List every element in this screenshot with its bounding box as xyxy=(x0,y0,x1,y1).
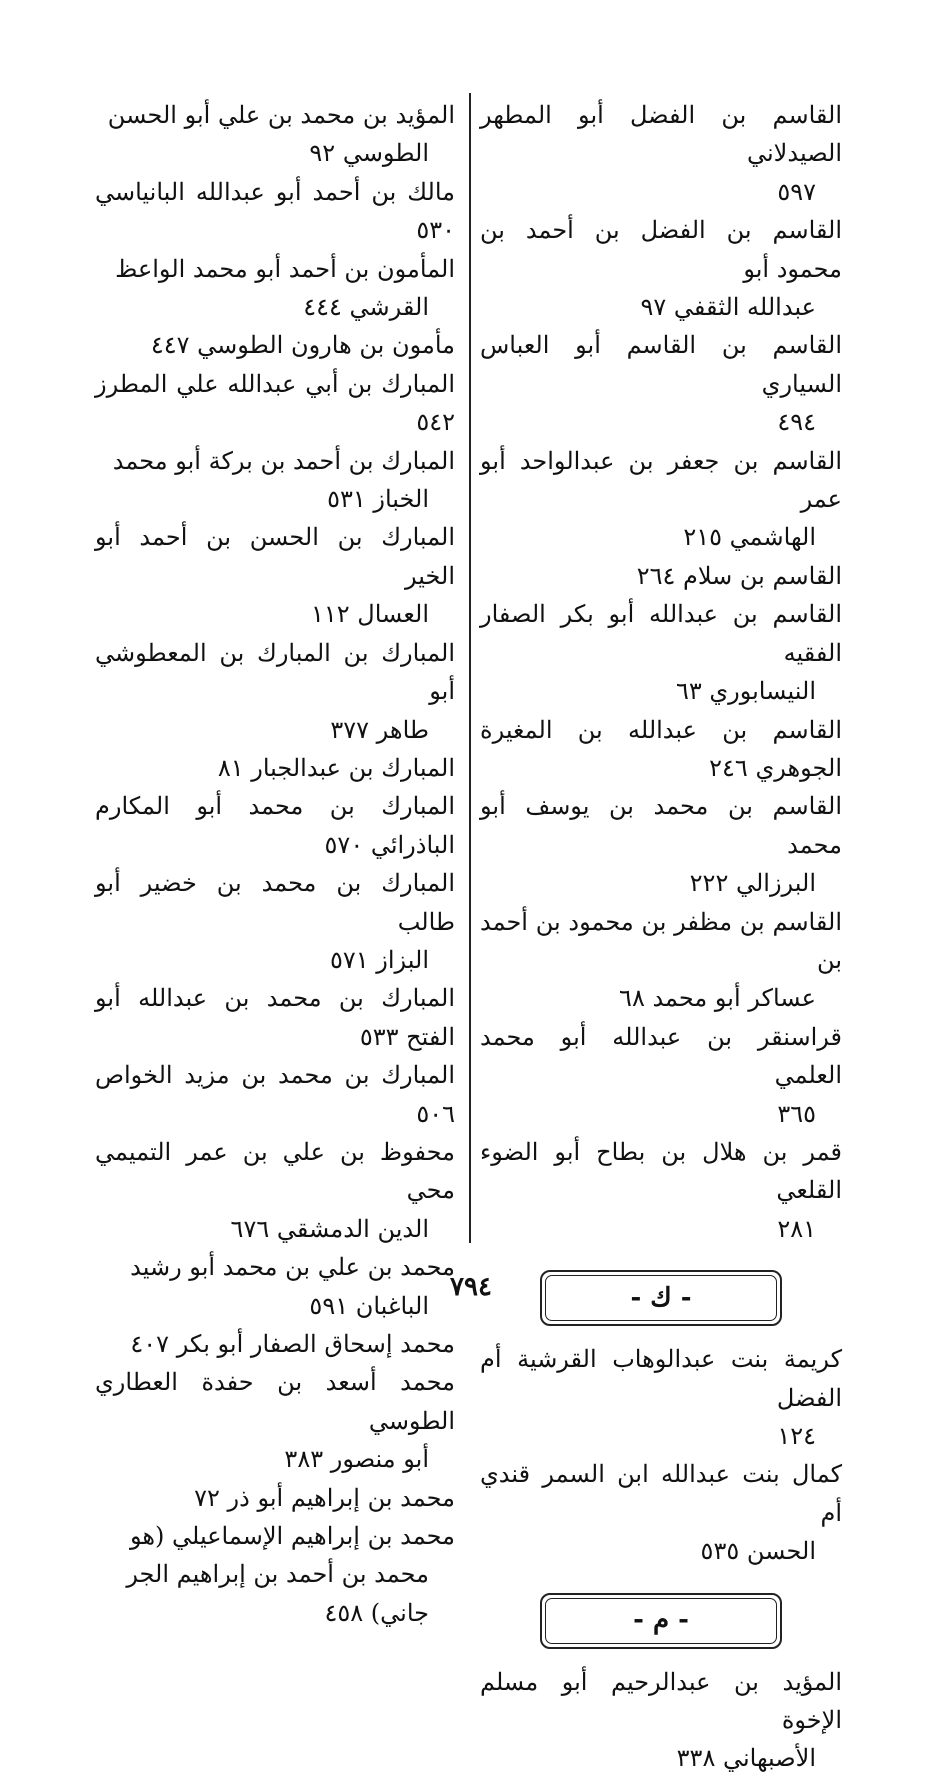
entry-name: المأمون بن أحمد أبو محمد الواعظ xyxy=(115,254,455,283)
index-entry xyxy=(480,557,842,595)
index-entry xyxy=(480,595,842,710)
entry-name: القاسم بن مظفر بن محمود بن أحمد بن xyxy=(480,907,842,974)
entry-name: كمال بنت عبدالله ابن السمر قندي أم xyxy=(480,1460,842,1527)
entry-continuation: أبو منصور ٣٨٣ xyxy=(284,1445,429,1474)
entries-mim-continued xyxy=(95,96,455,1632)
index-entry xyxy=(95,979,455,1056)
section-header-mim xyxy=(540,1593,782,1649)
index-entry xyxy=(95,1133,455,1248)
entry-continuation: العسال ١١٢ xyxy=(310,600,429,629)
index-entry xyxy=(480,211,842,326)
index-entry xyxy=(95,634,455,749)
index-entry xyxy=(480,1133,842,1248)
index-column-right xyxy=(480,96,842,1778)
entry-continuation: ٢٨١ xyxy=(777,1214,816,1243)
entry-name: المبارك بن محمد بن مزيد الخواص ٥٠٦ xyxy=(95,1061,455,1128)
entry-continuation: الأصبهاني ٣٣٨ xyxy=(676,1744,816,1773)
entries-mim xyxy=(480,1663,842,1778)
entry-continuation: القرشي ٤٤٤ xyxy=(303,293,429,322)
entries-kaf xyxy=(480,1340,842,1570)
index-entry xyxy=(95,1363,455,1478)
entry-name: محمد بن إبراهيم الإسماعيلي (هو xyxy=(130,1522,455,1551)
entry-continuation: ٥٩٧ xyxy=(777,177,816,206)
entry-continuation: ٤٩٤ xyxy=(777,408,816,437)
entry-name: القاسم بن محمد بن يوسف أبو محمد xyxy=(480,792,842,859)
entry-name: محمد أسعد بن حفدة العطاري الطوسي xyxy=(95,1368,455,1435)
entry-continuation: الطوسي ٩٢ xyxy=(309,139,429,168)
entries-qaf xyxy=(480,96,842,1248)
entry-name: القاسم بن سلام ٢٦٤ xyxy=(636,561,842,590)
entry-continuation: محمد بن أحمد بن إبراهيم الجر xyxy=(126,1560,429,1589)
entry-name: المبارك بن المبارك بن المعطوشي أبو xyxy=(95,638,455,706)
entry-continuation: عبدالله الثقفي ٩٧ xyxy=(640,293,816,322)
section-header-mim-label: - م - xyxy=(633,1605,689,1636)
index-entry xyxy=(480,96,842,211)
index-entry xyxy=(480,1455,842,1570)
index-entry xyxy=(480,787,842,902)
entry-name: القاسم بن جعفر بن عبدالواحد أبو عمر xyxy=(480,446,842,514)
page-number: ٧٩٤ xyxy=(450,1272,492,1302)
entry-continuation: ١٢٤ xyxy=(777,1422,816,1450)
index-column-left xyxy=(95,96,455,1632)
entry-name: محمد بن علي بن محمد أبو رشيد xyxy=(130,1253,455,1282)
entry-name: المبارك بن الحسن بن أحمد أبو الخير xyxy=(95,523,455,590)
entry-continuation: الخباز ٥٣١ xyxy=(327,485,429,514)
entry-name: مأمون بن هارون الطوسي ٤٤٧ xyxy=(150,331,455,360)
entry-name: قراسنقر بن عبدالله أبو محمد العلمي xyxy=(480,1022,842,1090)
index-entry xyxy=(95,787,455,864)
entry-continuation: الباغبان ٥٩١ xyxy=(309,1291,429,1320)
entry-name: قمر بن هلال بن بطاح أبو الضوء القلعي xyxy=(480,1137,842,1205)
entry-name: المؤيد بن محمد بن علي أبو الحسن xyxy=(107,101,455,129)
entry-name: مالك بن أحمد أبو عبدالله البانياسي ٥٣٠ xyxy=(95,177,455,245)
entry-name: المؤيد بن عبدالرحيم أبو مسلم الإخوة xyxy=(480,1667,842,1735)
entry-continuation: ٣٦٥ xyxy=(777,1099,816,1128)
index-entry xyxy=(95,442,455,519)
index-entry xyxy=(480,1340,842,1455)
entry-continuation: جاني) ٤٥٨ xyxy=(324,1598,429,1627)
index-entry xyxy=(480,903,842,1018)
entry-name: محمد إسحاق الصفار أبو بكر ٤٠٧ xyxy=(130,1330,455,1358)
index-entry xyxy=(95,1325,455,1363)
index-entry xyxy=(480,442,842,557)
entry-continuation: البزاز ٥٧١ xyxy=(329,945,429,974)
index-entry xyxy=(95,518,455,633)
entry-name: القاسم بن الفضل أبو المطهر الصيدلاني xyxy=(480,101,842,168)
index-entry xyxy=(480,1663,842,1778)
entry-name: المبارك بن أحمد بن بركة أبو محمد xyxy=(112,446,455,475)
entry-continuation: طاهر ٣٧٧ xyxy=(330,715,429,744)
entry-name: المبارك بن عبدالجبار ٨١ xyxy=(217,753,455,782)
entry-name: القاسم بن عبدالله بن المغيرة الجوهري ٢٤٦ xyxy=(480,715,842,782)
entry-continuation: البرزالي ٢٢٢ xyxy=(689,869,816,898)
index-entry xyxy=(95,1517,455,1632)
entry-continuation: الحسن ٥٣٥ xyxy=(700,1537,816,1566)
entry-continuation: عساكر أبو محمد ٦٨ xyxy=(619,984,816,1013)
index-entry xyxy=(95,749,455,787)
index-entry xyxy=(95,1479,455,1517)
index-entry xyxy=(95,365,455,442)
index-entry xyxy=(95,96,455,173)
index-entry xyxy=(95,250,455,327)
column-divider xyxy=(469,93,471,1243)
index-entry xyxy=(95,326,455,364)
index-entry xyxy=(480,1018,842,1133)
index-entry xyxy=(480,711,842,788)
index-entry xyxy=(95,864,455,979)
entry-name: محفوظ بن علي بن عمر التميمي محي xyxy=(95,1137,455,1205)
entry-name: المبارك بن محمد أبو المكارم الباذرائي ٥٧٠ xyxy=(95,792,455,859)
entry-name: القاسم بن القاسم أبو العباس السياري xyxy=(480,331,842,398)
index-entry xyxy=(95,1056,455,1133)
section-header-kaf-label: - ك - xyxy=(630,1282,692,1313)
entry-name: كريمة بنت عبدالوهاب القرشية أم الفضل xyxy=(480,1345,842,1412)
entry-name: محمد بن إبراهيم أبو ذر ٧٢ xyxy=(194,1483,455,1512)
entry-name: المبارك بن محمد بن خضير أبو طالب xyxy=(95,869,455,936)
entry-continuation: الهاشمي ٢١٥ xyxy=(683,523,816,552)
index-entry xyxy=(480,326,842,441)
entry-name: المبارك بن أبي عبدالله علي المطرز ٥٤٢ xyxy=(95,369,455,437)
index-entry xyxy=(95,173,455,250)
entry-name: القاسم بن الفضل بن أحمد بن محمود أبو xyxy=(480,216,842,283)
entry-name: المبارك بن محمد بن عبدالله أبو الفتح ٥٣٣ xyxy=(95,984,455,1051)
entry-continuation: الدين الدمشقي ٦٧٦ xyxy=(230,1214,429,1243)
entry-name: القاسم بن عبدالله أبو بكر الصفار الفقيه xyxy=(480,600,842,667)
entry-continuation: النيسابوري ٦٣ xyxy=(675,677,816,706)
